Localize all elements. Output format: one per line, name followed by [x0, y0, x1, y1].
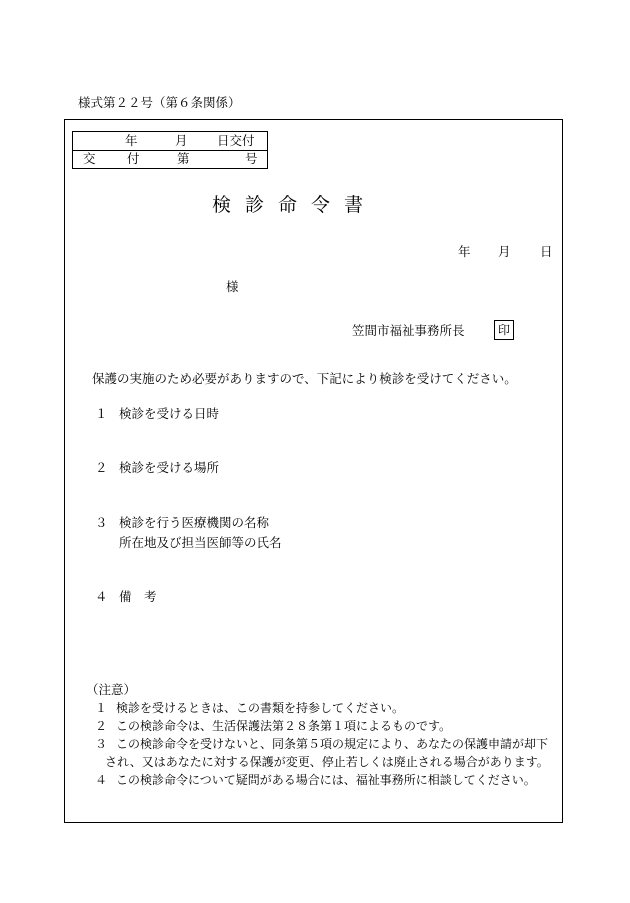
item-number: １ [95, 406, 108, 421]
issue-record-box [72, 131, 268, 169]
addressee-suffix: 様 [226, 279, 239, 294]
issue-dai-label: 第 [177, 151, 190, 166]
item-medical-institution: 検診を行う医療機関の名称 [119, 515, 270, 530]
issue-go-label: 号 [245, 151, 258, 166]
issue-number-row [73, 150, 267, 168]
intro-text: 保護の実施のため必要がありますので、下記により検診を受けてください。 [92, 371, 517, 386]
note-line: 検診を受けるときは、この書類を持参してください。 [116, 701, 405, 715]
date-year-label: 年 [458, 244, 471, 259]
item-number: ４ [95, 589, 108, 604]
note-line: この検診命令について疑問がある場合には、福祉事務所に相談してください。 [116, 773, 536, 787]
item-exam-datetime: 検診を受ける日時 [119, 406, 220, 421]
issue-month-label: 月 [175, 133, 188, 148]
document-title: 検診命令書 [212, 194, 378, 216]
date-month-label: 月 [498, 244, 511, 259]
issue-date-row [73, 132, 267, 151]
note-number: １ [95, 701, 108, 715]
note-line: この検診命令は、生活保護法第２８条第１項によるものです。 [116, 719, 452, 733]
issue-tsuki-label: 付 [127, 151, 140, 166]
issuer-name: 笠間市福祉事務所長 [352, 323, 465, 338]
date-day-label: 日 [540, 244, 553, 259]
item-exam-place: 検診を受ける場所 [119, 460, 220, 475]
form-number: 様式第２２号（第６条関係） [78, 95, 241, 110]
seal-mark: 印 [494, 320, 514, 340]
issue-day-label: 日交付 [217, 133, 255, 148]
notes-heading: （注意） [86, 682, 137, 697]
item-doctor-location: 所在地及び担当医師等の氏名 [119, 535, 282, 550]
note-number: ３ [95, 737, 108, 751]
note-number: ２ [95, 719, 108, 733]
note-line: この検診命令を受けないと、同条第５項の規定により、あなたの保護申請が却下 [116, 737, 549, 751]
note-line-continued: され、又はあなたに対する保護が変更、停止若しくは廃止される場合があります。 [105, 755, 549, 769]
item-number: ２ [95, 460, 108, 475]
issue-year-label: 年 [125, 133, 138, 148]
item-remarks: 備 考 [119, 589, 157, 604]
note-number: ４ [95, 773, 108, 787]
item-number: ３ [95, 515, 108, 530]
issue-ko-label: 交 [83, 151, 96, 166]
